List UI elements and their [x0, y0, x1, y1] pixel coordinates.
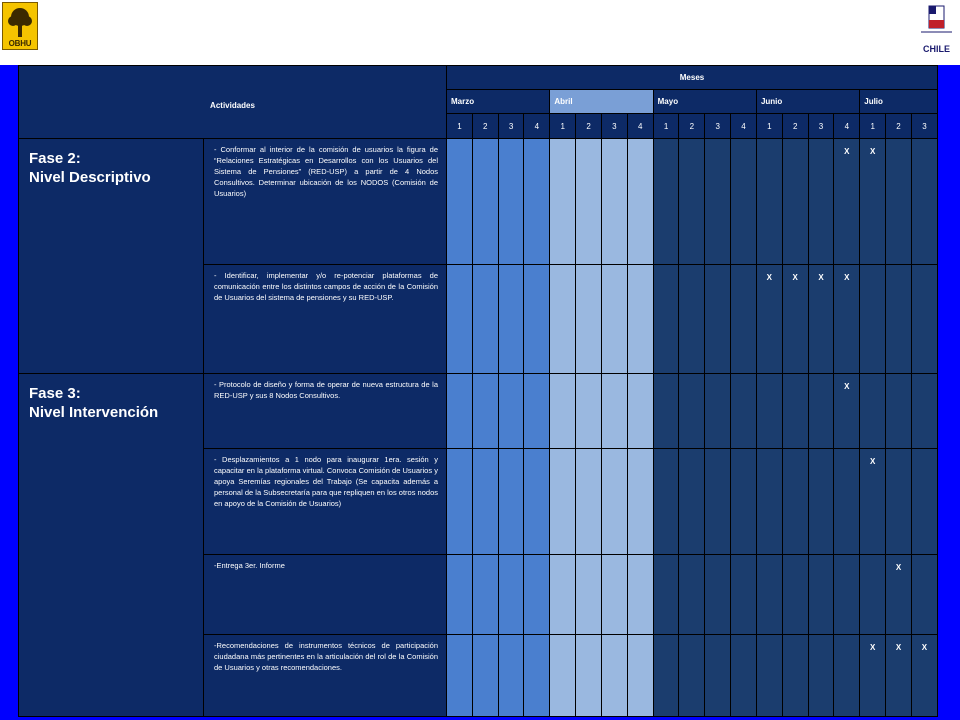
phase-title: Nivel Intervención — [29, 404, 159, 421]
schedule-cell — [705, 139, 731, 265]
week-number: 2 — [576, 114, 602, 139]
schedule-cell — [756, 555, 782, 635]
schedule-cell — [498, 449, 524, 555]
schedule-cell — [705, 265, 731, 374]
activity-description: - Desplazamientos a 1 nodo para inaugurar 1era. sesión y capacitar en la plataforma virtual. Convoca Comisión de Usuarios y apoya Seremías regionales del Trabajo (Se capacita además a personal de la Subsecretaría para que repliquen en los otros nodos en apoyo de la Comisión de Usuarios) — [204, 449, 447, 555]
schedule-cell — [601, 374, 627, 449]
schedule-cell — [472, 374, 498, 449]
schedule-mark: X — [895, 563, 902, 572]
schedule-cell — [911, 449, 937, 555]
schedule-mark: X — [869, 643, 876, 652]
schedule-cell — [627, 555, 653, 635]
schedule-cell — [808, 265, 834, 374]
schedule-cell — [834, 374, 860, 449]
phase-cell — [19, 374, 204, 717]
schedule-cell — [653, 265, 679, 374]
schedule-cell — [782, 139, 808, 265]
schedule-cell — [601, 635, 627, 717]
schedule-cell — [705, 449, 731, 555]
schedule-cell — [782, 265, 808, 374]
top-banner — [0, 0, 960, 65]
schedule-cell — [808, 635, 834, 717]
schedule-cell — [808, 449, 834, 555]
schedule-cell — [498, 265, 524, 374]
chile-government-seal-icon — [915, 2, 958, 60]
schedule-cell — [834, 265, 860, 374]
schedule-cell — [911, 374, 937, 449]
schedule-cell — [679, 139, 705, 265]
schedule-cell — [472, 265, 498, 374]
schedule-cell — [679, 555, 705, 635]
schedule-cell — [576, 139, 602, 265]
month-mayo: Mayo — [653, 90, 756, 114]
month-junio: Junio — [756, 90, 859, 114]
month-marzo: Marzo — [447, 90, 550, 114]
week-number: 2 — [886, 114, 912, 139]
months-header: Meses — [447, 66, 938, 90]
week-number: 4 — [627, 114, 653, 139]
week-number: 3 — [601, 114, 627, 139]
schedule-cell — [886, 635, 912, 717]
schedule-cell — [834, 449, 860, 555]
schedule-cell — [498, 374, 524, 449]
schedule-cell — [524, 374, 550, 449]
tree-logo-icon — [2, 2, 38, 50]
schedule-cell — [860, 139, 886, 265]
schedule-cell — [524, 265, 550, 374]
schedule-cell — [447, 449, 473, 555]
activities-schedule-table — [18, 65, 938, 717]
schedule-cell — [705, 635, 731, 717]
schedule-cell — [782, 374, 808, 449]
schedule-cell — [756, 635, 782, 717]
week-number: 3 — [911, 114, 937, 139]
schedule-cell — [524, 555, 550, 635]
schedule-mark: X — [818, 273, 824, 282]
schedule-cell — [627, 635, 653, 717]
week-number: 1 — [860, 114, 886, 139]
schedule-cell — [808, 555, 834, 635]
schedule-cell — [576, 635, 602, 717]
schedule-cell — [756, 265, 782, 374]
schedule-cell — [550, 139, 576, 265]
phase-number: Fase 2: — [29, 150, 81, 167]
schedule-cell — [886, 555, 912, 635]
week-number: 1 — [550, 114, 576, 139]
schedule-cell — [498, 555, 524, 635]
schedule-cell — [782, 635, 808, 717]
schedule-cell — [705, 555, 731, 635]
week-number: 1 — [653, 114, 679, 139]
schedule-cell — [705, 374, 731, 449]
schedule-cell — [653, 555, 679, 635]
week-number: 1 — [756, 114, 782, 139]
schedule-mark: X — [766, 273, 773, 282]
schedule-cell — [498, 635, 524, 717]
schedule-cell — [731, 139, 757, 265]
schedule-cell — [679, 449, 705, 555]
activity-row — [19, 139, 938, 265]
schedule-cell — [524, 635, 550, 717]
schedule-cell — [886, 449, 912, 555]
schedule-cell — [653, 449, 679, 555]
schedule-cell — [731, 635, 757, 717]
schedule-cell — [627, 449, 653, 555]
schedule-cell — [834, 139, 860, 265]
schedule-cell — [653, 374, 679, 449]
schedule-cell — [576, 449, 602, 555]
activity-row — [19, 374, 938, 449]
schedule-cell — [472, 449, 498, 555]
schedule-cell — [576, 374, 602, 449]
schedule-cell — [886, 139, 912, 265]
schedule-cell — [886, 265, 912, 374]
schedule-cell — [601, 449, 627, 555]
activity-description: - Identificar, implementar y/o re-potenciar plataformas de comunicación entre los distintos campos de acción de la Comisión de Usuarios del sistema de pensiones y su RED-USP. — [204, 265, 447, 374]
week-number: 4 — [524, 114, 550, 139]
logo-left-text: OBHU — [8, 39, 32, 48]
schedule-cell — [756, 374, 782, 449]
schedule-mark: X — [921, 643, 928, 652]
schedule-cell — [627, 265, 653, 374]
schedule-mark: X — [844, 273, 850, 282]
schedule-cell — [679, 374, 705, 449]
schedule-cell — [550, 265, 576, 374]
activities-header: Actividades — [19, 66, 447, 139]
schedule-cell — [782, 555, 808, 635]
schedule-cell — [576, 265, 602, 374]
schedule-cell — [447, 635, 473, 717]
schedule-cell — [472, 139, 498, 265]
schedule-cell — [550, 635, 576, 717]
schedule-cell — [524, 139, 550, 265]
schedule-cell — [834, 635, 860, 717]
activity-description: -Recomendaciones de instrumentos técnicos de participación ciudadana más pertinentes en la articulación del rol de la Comisión de Usuarios y otras recomendaciones. — [204, 635, 447, 717]
schedule-cell — [911, 139, 937, 265]
week-number: 1 — [447, 114, 473, 139]
schedule-cell — [731, 374, 757, 449]
activity-description: - Protocolo de diseño y forma de operar de nueva estructura de la RED-USP y sus 8 Nodos Consultivos. — [204, 374, 447, 449]
phase-number: Fase 3: — [29, 385, 81, 402]
schedule-cell — [524, 449, 550, 555]
schedule-cell — [808, 374, 834, 449]
week-number: 2 — [679, 114, 705, 139]
schedule-cell — [679, 635, 705, 717]
schedule-cell — [472, 555, 498, 635]
activity-description: -Entrega 3er. Informe — [204, 555, 447, 635]
schedule-cell — [447, 555, 473, 635]
schedule-cell — [886, 374, 912, 449]
schedule-cell — [911, 635, 937, 717]
schedule-cell — [447, 374, 473, 449]
schedule-cell — [601, 139, 627, 265]
week-number: 4 — [834, 114, 860, 139]
activity-description: - Conformar al interior de la comisión de usuarios la figura de “Relaciones Estratégicas en Desarrollos con los Usuarios del Sistema de Pensiones” (RED-USP) a partir de 4 Nodos Consultivos. Determinar ubicación de los NODOS (Comisión de Usuarios) — [204, 139, 447, 265]
schedule-mark: X — [792, 273, 798, 282]
schedule-mark: X — [844, 147, 850, 156]
schedule-cell — [472, 635, 498, 717]
schedule-cell — [653, 139, 679, 265]
schedule-cell — [731, 449, 757, 555]
schedule-cell — [782, 449, 808, 555]
schedule-mark: X — [844, 382, 850, 391]
schedule-cell — [550, 555, 576, 635]
week-number: 3 — [705, 114, 731, 139]
schedule-cell — [447, 265, 473, 374]
schedule-cell — [653, 635, 679, 717]
schedule-cell — [731, 555, 757, 635]
schedule-cell — [756, 449, 782, 555]
schedule-cell — [834, 555, 860, 635]
week-number: 2 — [782, 114, 808, 139]
schedule-mark: X — [869, 457, 876, 466]
schedule-cell — [860, 635, 886, 717]
week-number: 3 — [808, 114, 834, 139]
schedule-cell — [911, 265, 937, 374]
schedule-cell — [627, 139, 653, 265]
schedule-cell — [679, 265, 705, 374]
schedule-cell — [860, 555, 886, 635]
week-number: 4 — [731, 114, 757, 139]
schedule-cell — [808, 139, 834, 265]
schedule-cell — [498, 139, 524, 265]
schedule-cell — [601, 555, 627, 635]
schedule-mark: X — [869, 147, 876, 156]
phase-title: Nivel Descriptivo — [29, 169, 151, 186]
schedule-cell — [576, 555, 602, 635]
schedule-cell — [756, 139, 782, 265]
schedule-cell — [601, 265, 627, 374]
logo-right-text: CHILE — [923, 44, 950, 54]
schedule-cell — [550, 374, 576, 449]
week-number: 3 — [498, 114, 524, 139]
schedule-cell — [860, 265, 886, 374]
schedule-cell — [911, 555, 937, 635]
schedule-cell — [731, 265, 757, 374]
week-number: 2 — [472, 114, 498, 139]
header-row — [19, 66, 938, 90]
month-julio: Julio — [860, 90, 938, 114]
schedule-cell — [860, 449, 886, 555]
month-abril: Abril — [550, 90, 653, 114]
schedule-mark: X — [895, 643, 902, 652]
schedule-cell — [550, 449, 576, 555]
schedule-cell — [447, 139, 473, 265]
schedule-cell — [860, 374, 886, 449]
schedule-cell — [627, 374, 653, 449]
phase-cell — [19, 139, 204, 374]
